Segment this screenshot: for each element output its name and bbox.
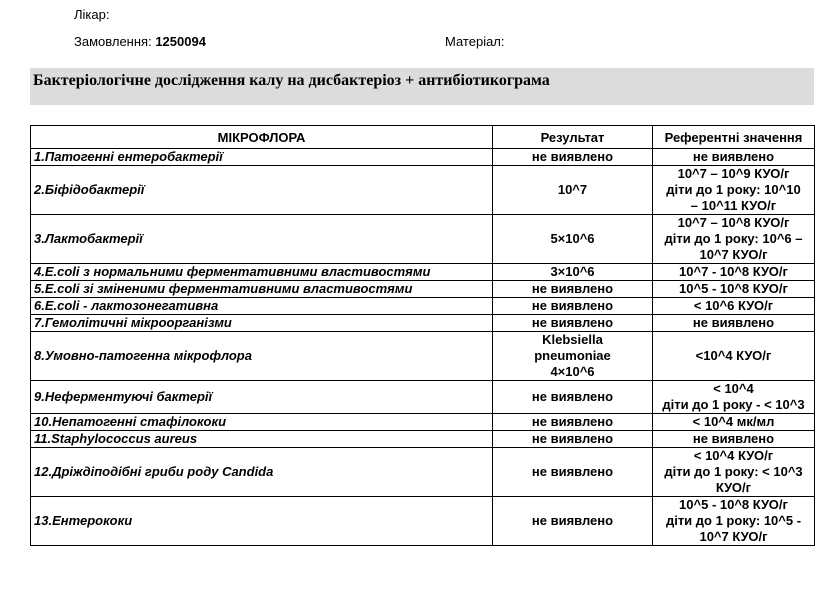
row-reference: не виявлено (653, 149, 815, 166)
table-row (31, 215, 815, 264)
order-line (74, 34, 206, 49)
order-number: 1250094 (155, 34, 206, 49)
results-table (30, 125, 815, 546)
row-name: 5.E.coli зі зміненими ферментативними властивостями (31, 281, 493, 298)
row-name: 2.Біфідобактерії (31, 166, 493, 215)
row-name: 6.E.coli - лактозонегативна (31, 298, 493, 315)
row-reference: < 10^4 мк/мл (653, 414, 815, 431)
doctor-label: Лікар: (74, 7, 110, 22)
document-title: Бактеріологічне дослідження калу на дисбактеріоз + антибіотикограма (33, 72, 550, 89)
row-reference: <10^4 КУО/г (653, 332, 815, 381)
column-header-result: Результат (493, 126, 653, 149)
row-name: 3.Лактобактерії (31, 215, 493, 264)
table-row (31, 315, 815, 332)
table-row (31, 381, 815, 414)
row-result: не виявлено (493, 448, 653, 497)
row-result: не виявлено (493, 315, 653, 332)
row-result: не виявлено (493, 431, 653, 448)
table-header-row (31, 126, 815, 149)
row-result: не виявлено (493, 381, 653, 414)
row-reference: 10^5 - 10^8 КУО/г (653, 281, 815, 298)
row-name: 7.Гемолітичні мікроорганізми (31, 315, 493, 332)
title-bar (30, 68, 814, 105)
row-name: 10.Непатогенні стафілококи (31, 414, 493, 431)
row-name: 12.Дріждіподібні гриби роду Candida (31, 448, 493, 497)
row-reference: < 10^4 діти до 1 року - < 10^3 (653, 381, 815, 414)
table-row (31, 497, 815, 546)
row-reference: 10^5 - 10^8 КУО/г діти до 1 року: 10^5 - 10^7 КУО/г (653, 497, 815, 546)
row-result: не виявлено (493, 149, 653, 166)
column-header-microflora: МІКРОФЛОРА (31, 126, 493, 149)
table-row (31, 298, 815, 315)
row-name: 4.E.coli з нормальними ферментативними властивостями (31, 264, 493, 281)
row-reference: не виявлено (653, 315, 815, 332)
order-label: Замовлення: (74, 34, 152, 49)
row-reference: < 10^4 КУО/г діти до 1 року: < 10^3 КУО/г (653, 448, 815, 497)
row-name: 13.Ентерококи (31, 497, 493, 546)
row-result: 3×10^6 (493, 264, 653, 281)
table-row (31, 264, 815, 281)
row-result: Klebsiella pneumoniae 4×10^6 (493, 332, 653, 381)
row-name: 1.Патогенні ентеробактерії (31, 149, 493, 166)
row-reference: 10^7 – 10^9 КУО/г діти до 1 року: 10^10 – 10^11 КУО/г (653, 166, 815, 215)
table-body (31, 149, 815, 546)
row-name: 11.Staphylococcus aureus (31, 431, 493, 448)
row-name: 8.Умовно-патогенна мікрофлора (31, 332, 493, 381)
table-row (31, 448, 815, 497)
table-row (31, 332, 815, 381)
row-name: 9.Неферментуючі бактерії (31, 381, 493, 414)
row-result: не виявлено (493, 298, 653, 315)
row-result: 5×10^6 (493, 215, 653, 264)
row-result: 10^7 (493, 166, 653, 215)
row-reference: 10^7 – 10^8 КУО/г діти до 1 року: 10^6 – 10^7 КУО/г (653, 215, 815, 264)
table-row (31, 414, 815, 431)
row-reference: < 10^6 КУО/г (653, 298, 815, 315)
row-result: не виявлено (493, 281, 653, 298)
material-label: Матеріал: (445, 34, 505, 49)
row-reference: не виявлено (653, 431, 815, 448)
table-row (31, 431, 815, 448)
row-reference: 10^7 - 10^8 КУО/г (653, 264, 815, 281)
row-result: не виявлено (493, 414, 653, 431)
table-row (31, 281, 815, 298)
table-row (31, 166, 815, 215)
row-result: не виявлено (493, 497, 653, 546)
column-header-reference: Референтні значення (653, 126, 815, 149)
table-row (31, 149, 815, 166)
